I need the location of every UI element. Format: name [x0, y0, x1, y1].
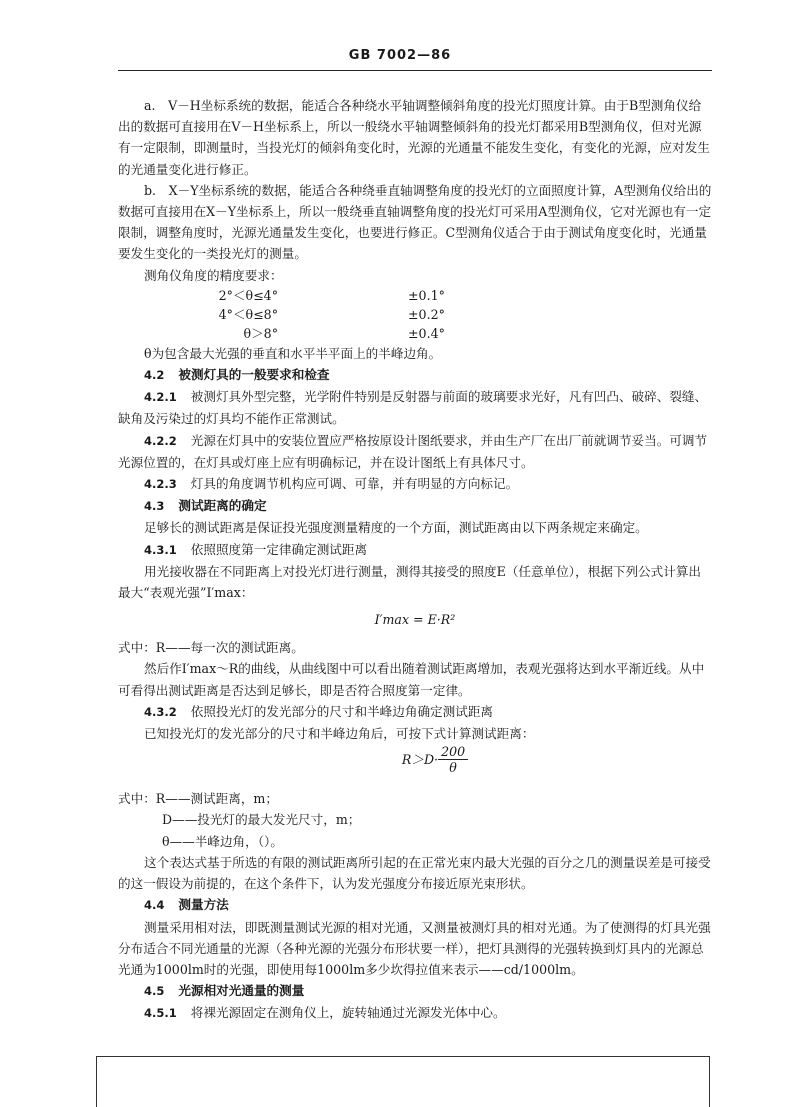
formula2-left: R＞D· [401, 752, 439, 768]
section-4-3-2-text: 已知投光灯的发光部分的尺寸和半峰边角后，可按下式计算测试距离： [144, 726, 535, 742]
section-title: 依照照度第一定律确定测试距离 [190, 541, 368, 557]
section-4-3-2-heading [118, 701, 712, 723]
paragraph-b: b. X－Y坐标系统的数据，能适合各种绕垂直轴调整角度的投光灯的立面照度计算，A型测角仪给出的数据可直接用在X－Y坐标系上，所以一般绕垂直轴调整角度的投光灯可采用A型测角仪，它对光源也有一定限制，调整角度时，光源光通量发生变化，也要进行修正。C型测角仪适合于由于测试角度变化时，光通量要发生变化的一类投光灯的测量。 [118, 182, 712, 262]
precision-intro: 测角仪角度的精度要求： [144, 267, 283, 283]
section-number: 4.2.1 [144, 390, 177, 405]
section-4-4-heading [118, 894, 712, 916]
precision-value: ±0.2° [408, 306, 445, 322]
bottom-frame [96, 1056, 710, 1107]
document-body [118, 95, 712, 1025]
precision-range: 2°＜θ≤4° [218, 287, 278, 303]
section-4-2-1 [118, 386, 712, 429]
header-rule [118, 70, 712, 71]
standard-code-header: GB 7002—86 [348, 48, 452, 63]
section-title: 光源相对光通量的测量 [178, 983, 305, 999]
theta-note: θ为包含最大光强的垂直和水平半平面上的半峰边角。 [144, 345, 442, 361]
section-4-3-1-heading [118, 539, 712, 561]
section-4-2-3 [118, 473, 712, 495]
formula2-numerator: 200 [438, 744, 468, 760]
precision-range: 4°＜θ≤8° [218, 306, 278, 322]
section-title: 依照投光灯的发光部分的尺寸和半峰边角确定测试距离 [190, 703, 493, 719]
section-text: 将裸光源固定在测角仪上，旋转轴通过光源发光体中心。 [190, 1005, 506, 1021]
formula2-where-r: 式中：R——测试距离，m； [118, 791, 278, 807]
section-4-3-1-text: 用光接收器在不同距离上对投光灯进行测量，测得其接受的照度E（任意单位），根据下列公式计算出最大“表观光强”I′max： [118, 563, 702, 601]
section-title: 测试距离的确定 [178, 498, 267, 514]
precision-value: ±0.1° [408, 287, 445, 303]
section-text: 光源在灯具中的安装位置应严格按原设计图纸要求，并由生产厂在出厂前就调节妥当。可调节光源位置的，在灯具或灯座上应有明确标记，并在设计图纸上有具体尺寸。 [118, 432, 708, 470]
section-title: 测量方法 [178, 897, 229, 913]
precision-row [118, 305, 712, 324]
section-4-4-text: 测量采用相对法，即既测量测试光源的相对光通，又测量被测灯具的相对光通。为了使测得的灯具光强分布适合不同光通量的光源（各种光源的光强分布形状要一样），把灯具测得的光强转换到灯具内的光源总光通为1000lm时的光强，即使用每1000lm多少坎得拉值来表示——cd/1000lm。 [118, 919, 711, 977]
section-number: 4.3.2 [144, 704, 177, 719]
section-text: 被测灯具外型完整，光学附件特别是反射器与前面的玻璃要求光好，凡有凹凸、破碎、裂缝、缺角及污染过的灯具均不能作正常测试。 [118, 389, 708, 427]
section-number: 4.4 [144, 898, 165, 913]
section-number: 4.3 [144, 499, 165, 514]
section-number: 4.2 [144, 368, 165, 383]
section-4-3-heading [118, 495, 712, 517]
precision-range: θ＞8° [243, 325, 278, 341]
formula-test-distance [118, 744, 712, 788]
section-4-3-2-text2: 这个表达式基于所选的有限的测试距离所引起的在正常光束内最大光强的百分之几的测量误差是可接受的这一假设为前提的，在这个条件下，认为发光强度分布接近原光束形状。 [118, 854, 711, 892]
section-4-2-2 [118, 430, 712, 473]
section-number: 4.2.2 [144, 433, 177, 448]
paragraph-a: a. V－H坐标系统的数据，能适合各种绕水平轴调整倾斜角度的投光灯照度计算。由于B型测角仪给出的数据可直接用在V－H坐标系上，所以一般绕水平轴调整倾斜角的投光灯都采用B型测角仪，但对光源有一定限制，即测量时，当投光灯的倾斜角变化时，光源的光通量不能发生变化，有变化的光源，应对发生的光通量变化进行修正。 [118, 98, 710, 177]
section-number: 4.5.1 [144, 1006, 177, 1021]
section-number: 4.2.3 [144, 477, 177, 492]
section-4-5-heading [118, 980, 712, 1002]
section-4-3-1-text2: 然后作I′max～R的曲线，从曲线图中可以看出随着测试距离增加，表观光强将达到水平渐近线。从中可看得出测试距离是否达到足够长，即是否符合照度第一定律。 [118, 661, 705, 698]
section-number: 4.3.1 [144, 542, 177, 557]
formula2-where-theta: θ——半峰边角，（）。 [162, 833, 283, 849]
formula2-denominator: θ [449, 760, 457, 776]
section-4-2-heading [118, 364, 712, 386]
formula1-where: 式中：R——每一次的测试距离。 [118, 640, 304, 656]
formula2-where-d: D——投光灯的最大发光尺寸，m； [162, 812, 361, 828]
section-4-3-text: 足够长的测试距离是保证投光强度测量精度的一个方面，测试距离由以下两条规定来确定。 [144, 520, 648, 536]
section-number: 4.5 [144, 984, 165, 999]
section-4-5-1 [118, 1002, 712, 1024]
formula2-fraction [438, 744, 468, 775]
precision-row [118, 286, 712, 305]
precision-row [118, 324, 712, 343]
section-title: 被测灯具的一般要求和检查 [178, 367, 330, 383]
section-text: 灯具的角度调节机构应可调、可靠，并有明显的方向标记。 [190, 476, 519, 492]
precision-table [118, 286, 712, 343]
formula-apparent-intensity: I′max = E·R² [374, 612, 456, 628]
precision-value: ±0.4° [408, 325, 445, 341]
